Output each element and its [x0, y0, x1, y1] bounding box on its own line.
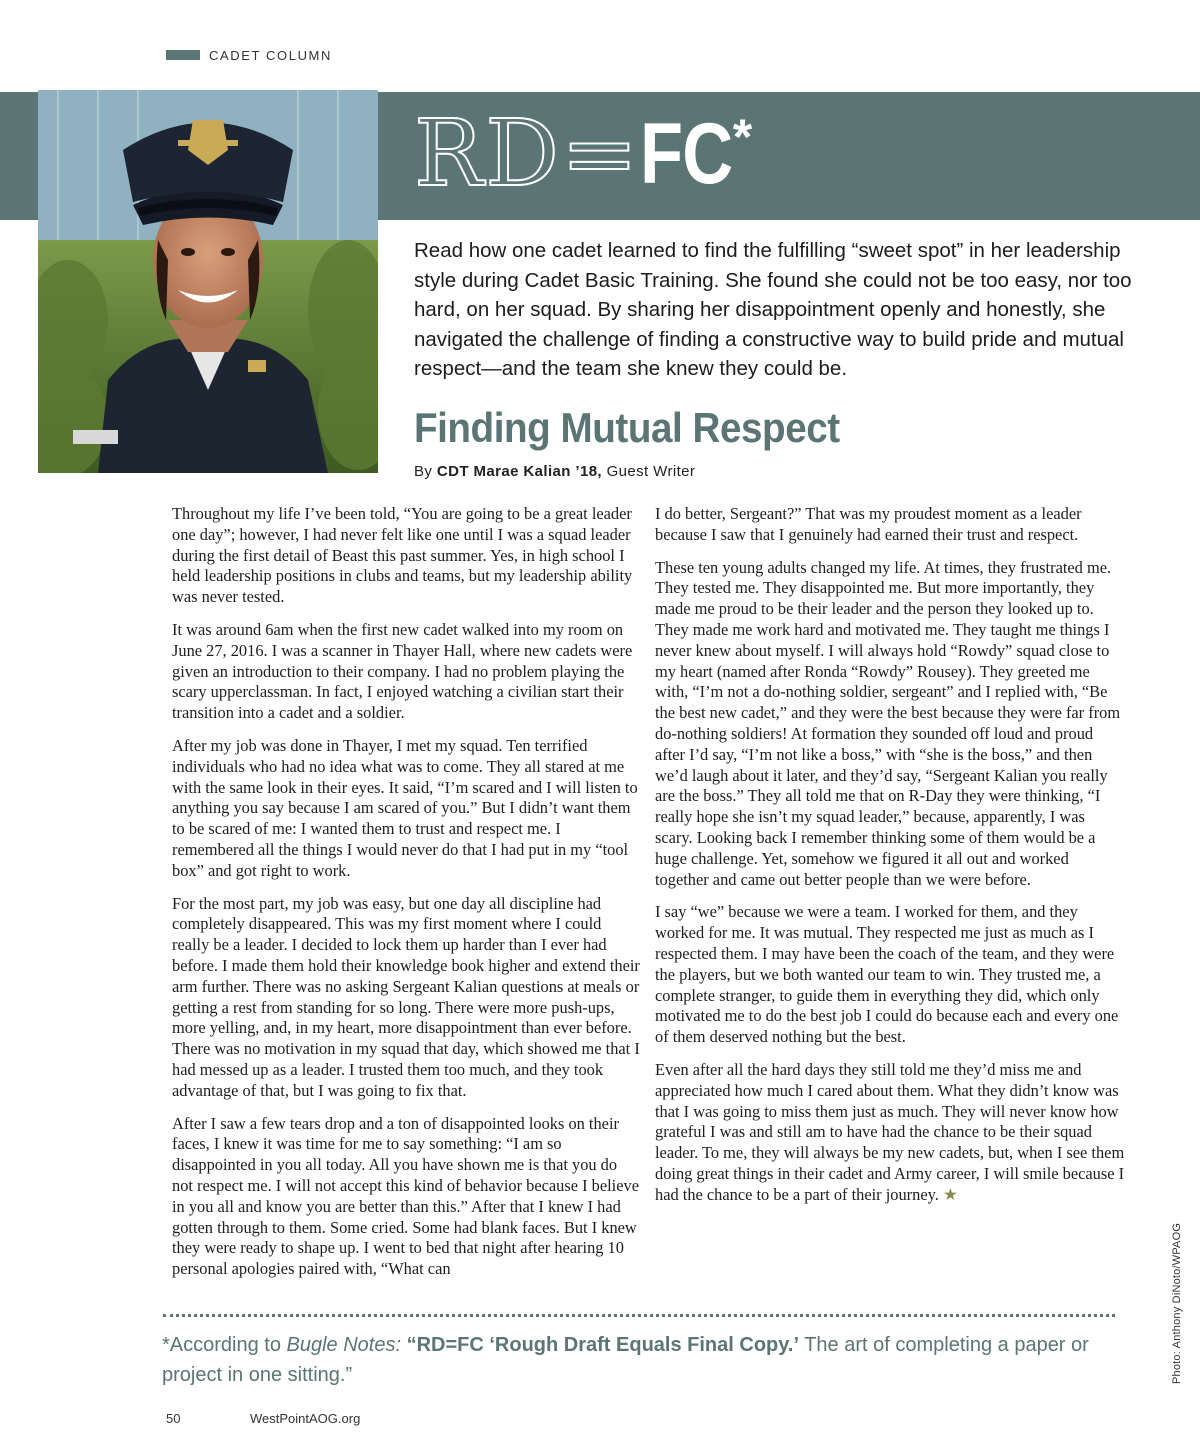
footnote-source: Bugle Notes:	[286, 1334, 402, 1356]
article-title	[414, 100, 753, 214]
cadet-photo	[38, 90, 378, 473]
section-tag	[166, 46, 332, 64]
byline-author: CDT Marae Kalian ’18,	[436, 463, 602, 480]
byline-prefix: By	[414, 463, 437, 480]
title-part-rd: RD=	[414, 100, 641, 207]
website-url: WestPointAOG.org	[250, 1411, 361, 1426]
paragraph-last-text: Even after all the hard days they still told me they’d miss me and appreciated how much I cared about them. What they didn’t know was that I was going to miss them just as much. They will never know how grateful I was and still am to have had the chance to be their squad leader. To me, they will always be my new cadets, but, when I see them doing great things in their cadet and Army career, I will smile because I had the chance to be a part of their journey.	[655, 1059, 1125, 1204]
paragraph: These ten young adults changed my life. At times, they frustrated me. They tested me. They disappointed me. But more importantly, they made me proud to be their leader and the person they looked up to. They made me work hard and motivated me. They taught me things I never knew about myself. I will always hold “Rowdy” squad close to my heart (named after Ronda “Rowdy” Rousey). They greeted me with, “I’m not a do-nothing soldier, sergeant” and I replied with, “Be the best new cadet,” and they were the best because they were far from do-nothing soldiers! At formation they sounded off loud and proud after I’d say, “I’m not like a boss,” with “she is the boss,” and then we’d laugh about it later, and they’d say, “Sergeant Kalian you really are the boss.” They all told me that on R-Day they were thinking, “I really hope she isn’t my squad leader,” because, apparently, I was scary. Looking back I remember thinking some of them would be a huge challenge. Yet, somehow we figured it all out and worked together and came out better people than we were before.	[655, 557, 1121, 889]
paragraph: It was around 6am when the first new cadet walked into my room on June 27, 2016. I was a scanner in Thayer Hall, where new cadets were given an introduction to their company. I had no problem playing the scary upperclassman. In fact, I enjoyed watching a civilian start their transition into a cadet and a soldier.	[172, 619, 633, 723]
footnote-prefix: *According to	[162, 1334, 287, 1356]
title-asterisk: *	[732, 109, 753, 165]
footnote-divider	[163, 1314, 1115, 1317]
footnote	[162, 1330, 1122, 1390]
intro-paragraph: Read how one cadet learned to find the fulfilling “sweet spot” in her leadership style during Cadet Basic Training. She found she could not be too easy, nor too hard, on her squad. By sharing her disappointment openly and honestly, she navigated the challenge of finding a constructive way to build pride and mutual respect—and the team she knew they could be.	[414, 239, 1132, 380]
page-number: 50	[166, 1411, 181, 1426]
section-tag-bar	[166, 50, 200, 60]
article-column-right	[655, 504, 1125, 1218]
end-star-icon: ★	[942, 1184, 958, 1204]
section-label: CADET COLUMN	[209, 47, 332, 63]
headline: Finding Mutual Respect	[414, 404, 840, 451]
paragraph: Throughout my life I’ve been told, “You are going to be a great leader one day”; however, I had never felt like one until I was a squad leader during the first detail of Beast this past summer. Yes, in high school I held leadership positions in clubs and teams, but my leadership ability was never tested.	[172, 504, 633, 607]
paragraph-last	[655, 1060, 1125, 1206]
paragraph: I do better, Sergeant?” That was my proudest moment as a leader because I saw that I genuinely had earned their trust and respect.	[655, 504, 1082, 544]
byline	[414, 463, 695, 480]
paragraph: After I saw a few tears drop and a ton of disappointed looks on their faces, I knew it was time for me to say something: “I am so disappointed in you all today. All you have shown me is that you do not respect me. I will not accept this kind of behavior because I believe in you all and know you are better than this.” After that I knew I had gotten through to them. Some cried. Some had blank faces. But I knew they were ready to shape up. I went to bed that night after hearing 10 personal apologies paired with, “What can	[172, 1113, 639, 1279]
paragraph: I say “we” because we were a team. I worked for them, and they worked for me. It was mutual. They respected me just as much as I respected them. I may have been the coach of the team, and they were the players, but we both wanted our team to win. They trusted me, a complete stranger, to guide them in everything they did, which only motivated me to do the best job I could do because each and every one of them deserved nothing but the best.	[655, 902, 1119, 1047]
paragraph: After my job was done in Thayer, I met my squad. Ten terrified individuals who had no idea what was to come. They all stared at me with the same look in their eyes. It said, “I’m scared and I will listen to anything you say because I am scared of you.” But I didn’t want them to be scared of me: I wanted them to trust and respect me. I remembered all the things I would never do that I had put in my “tool box” and got right to work.	[172, 735, 638, 880]
paragraph: For the most part, my job was easy, but one day all discipline had completely disappeared. This was my first moment where I could really be a leader. I decided to lock them up harder than I ever had before. I made them hold their knowledge book higher and extend their arm further. There was no asking Sergeant Kalian questions at meals or getting a rest from standing for so long. There were more push-ups, more yelling, and, in my heart, more disappointment than ever before. There was no motivation in my squad that day, which showed me that I had messed up as a leader. I trusted them too much, and they took advantage of that, but I was going to fix that.	[172, 893, 640, 1100]
photo-credit: Photo: Anthony DiNoto/WPAOG	[1171, 1222, 1183, 1384]
footnote-bold: “RD=FC ‘Rough Draft Equals Final Copy.’	[401, 1334, 800, 1356]
title-part-fc: FC	[640, 106, 733, 202]
footnote-rest: The art of completing a paper or project in one sitting.”	[162, 1334, 1089, 1386]
byline-role: Guest Writer	[602, 463, 696, 480]
article-column-left	[172, 504, 642, 1292]
